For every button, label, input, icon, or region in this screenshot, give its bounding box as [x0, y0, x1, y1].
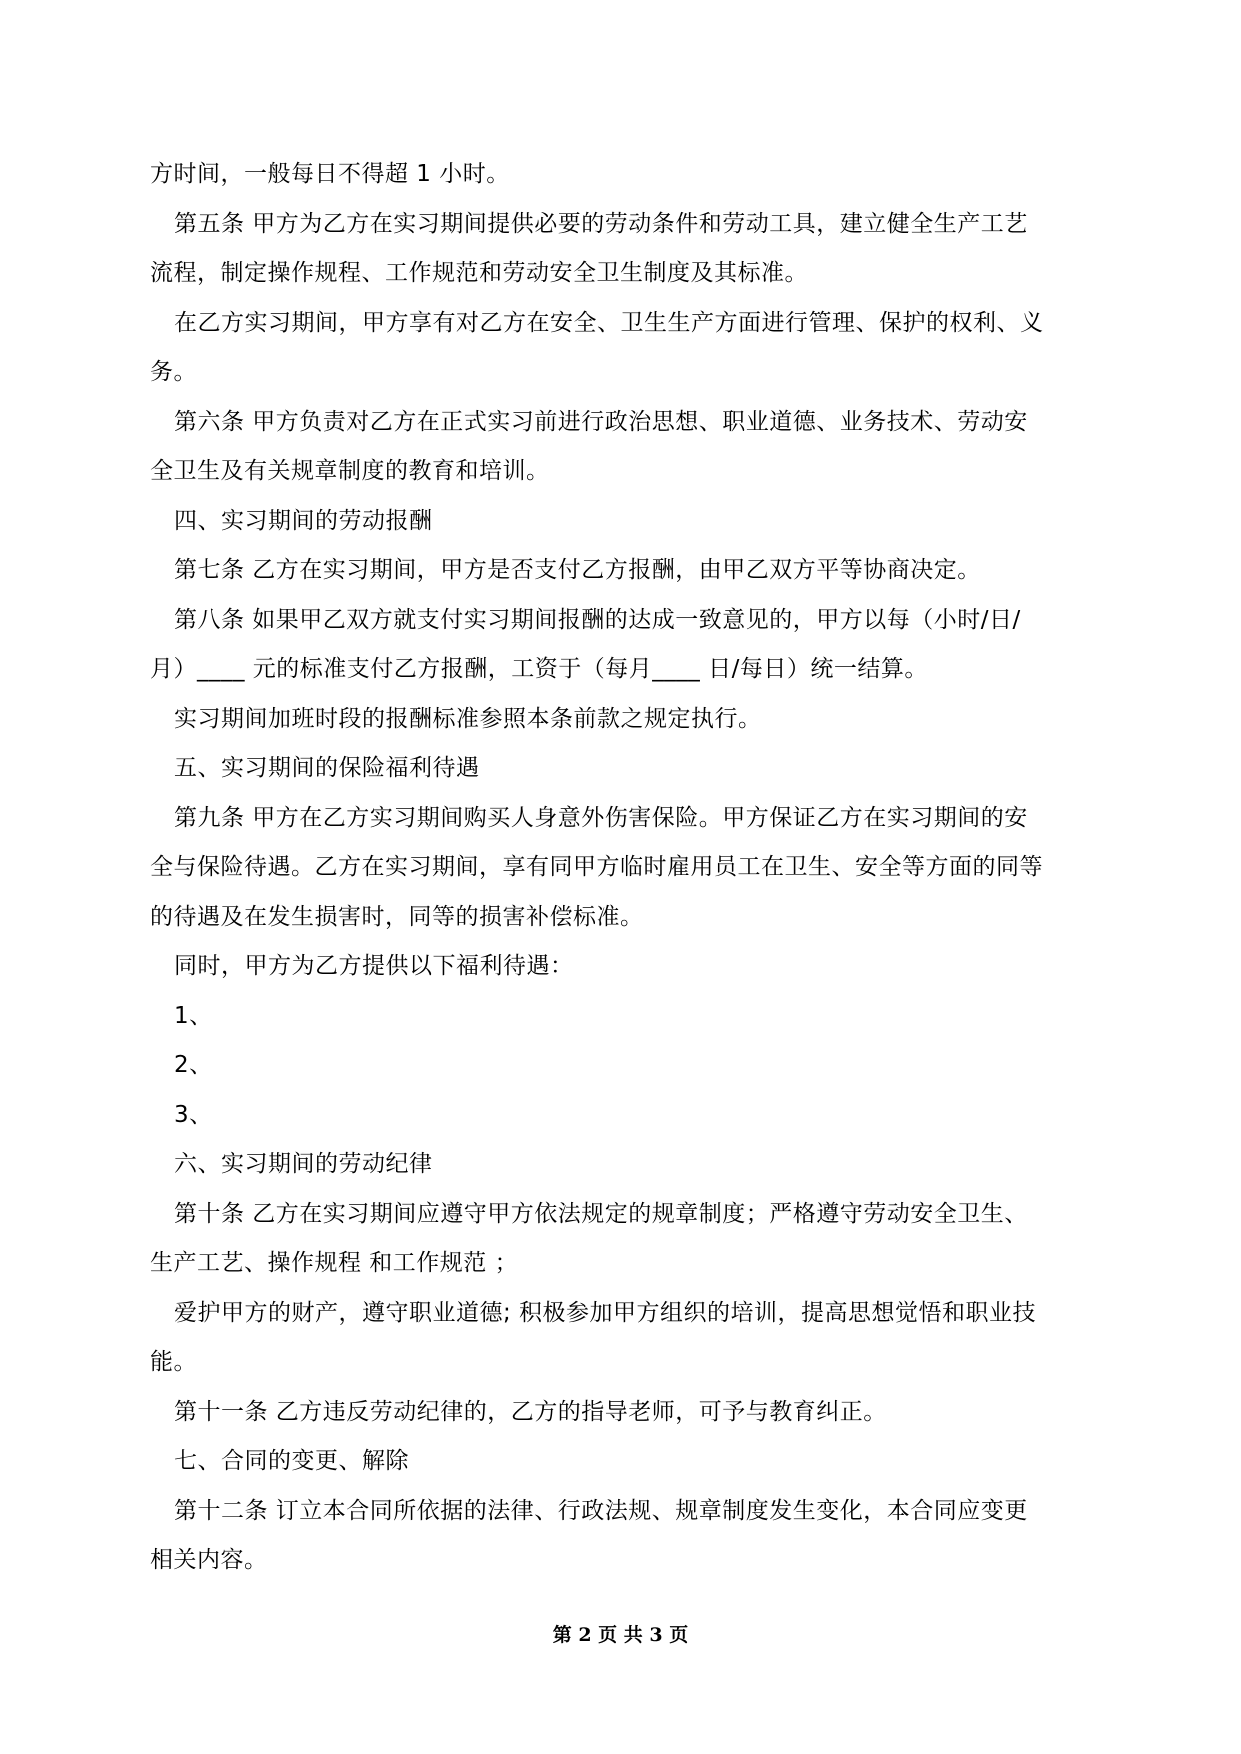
text-line: 的待遇及在发生损害时，同等的损害补偿标准。 [150, 903, 644, 930]
text-line: 同时，甲方为乙方提供以下福利待遇： [174, 953, 574, 979]
text-line: 爱护甲方的财产，遵守职业道德; 积极参加甲方组织的培训，提高思想觉悟和职业技 [174, 1299, 1037, 1326]
document-body [150, 150, 1100, 1586]
text-line: 1、 [174, 1002, 213, 1029]
text-line: 能。 [150, 1349, 197, 1375]
text-line: 第九条 甲方在乙方实习期间购买人身意外伤害保险。甲方保证乙方在实习期间的安 [174, 804, 1028, 831]
text-line: 第十二条 订立本合同所依据的法律、行政法规、规章制度发生变化，本合同应变更 [174, 1497, 1028, 1524]
page-number-footer: 第 2 页 共 3 页 [552, 1624, 689, 1646]
text-line: 六、实习期间的劳动纪律 [174, 1151, 433, 1177]
text-line: 第五条 甲方为乙方在实习期间提供必要的劳动条件和劳动工具，建立健全生产工艺 [174, 210, 1028, 237]
text-line: 流程，制定操作规程、工作规范和劳动安全卫生制度及其标准。 [150, 260, 808, 286]
text-line: 七、合同的变更、解除 [174, 1448, 409, 1474]
text-line: 五、实习期间的保险福利待遇 [174, 755, 480, 781]
text-line: 3、 [174, 1101, 213, 1128]
text-line: 相关内容。 [150, 1547, 268, 1573]
text-line: 第七条 乙方在实习期间，甲方是否支付乙方报酬，由甲乙双方平等协商决定。 [174, 557, 981, 583]
text-line: 务。 [150, 359, 197, 385]
text-line: 第十一条 乙方违反劳动纪律的，乙方的指导老师，可予与教育纠正。 [174, 1398, 887, 1425]
text-line: 月）____ 元的标准支付乙方报酬，工资于（每月____ 日/每日）统一结算。 [150, 656, 928, 682]
text-line: 生产工艺、操作规程 和工作规范 ； [150, 1250, 519, 1276]
text-line: 第十条 乙方在实习期间应遵守甲方依法规定的规章制度；严格遵守劳动安全卫生、 [174, 1200, 1028, 1227]
text-line: 2、 [174, 1052, 213, 1078]
text-line: 四、实习期间的劳动报酬 [174, 507, 433, 534]
text-line: 第八条 如果甲乙双方就支付实习期间报酬的达成一致意见的，甲方以每（小时/日/ [174, 606, 1021, 633]
text-line: 在乙方实习期间，甲方享有对乙方在安全、卫生生产方面进行管理、保护的权利、义 [174, 309, 1044, 336]
text-line: 第六条 甲方负责对乙方在正式实习前进行政治思想、职业道德、业务技术、劳动安 [174, 408, 1028, 435]
text-line: 全卫生及有关规章制度的教育和培训。 [150, 458, 550, 484]
text-line: 实习期间加班时段的报酬标准参照本条前款之规定执行。 [174, 705, 762, 732]
text-line: 方时间，一般每日不得超 1 小时。 [150, 161, 510, 187]
text-line: 全与保险待遇。乙方在实习期间，享有同甲方临时雇用员工在卫生、安全等方面的同等 [150, 854, 1043, 880]
